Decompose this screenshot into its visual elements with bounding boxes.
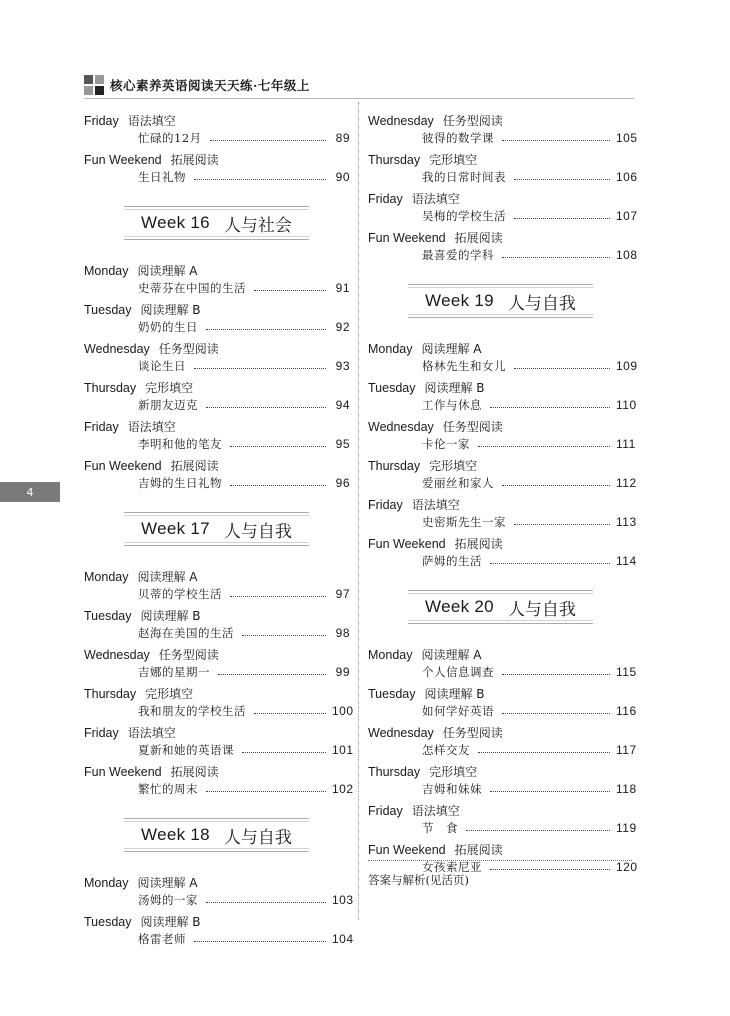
toc-entry[interactable]: [368, 818, 637, 837]
dot-leader: [490, 407, 610, 408]
day-heading: [368, 642, 634, 662]
week-theme: 人与社会: [223, 215, 292, 236]
dot-leader: [502, 140, 610, 141]
day-heading: [368, 720, 634, 740]
day-heading: [368, 147, 634, 167]
dot-leader: [194, 368, 326, 369]
exercise-type: 完形填空: [429, 459, 478, 473]
exercise-type: 拓展阅读: [170, 459, 219, 473]
entry-title: 史密斯先生一家: [422, 514, 506, 529]
entry-title: 个人信息调查: [422, 664, 494, 679]
exercise-type: 任务型阅读: [442, 420, 503, 434]
entry-page-number: 111: [616, 436, 636, 451]
entry-title: 夏新和她的英语课: [138, 742, 234, 757]
entry-page-number: 93: [335, 358, 350, 373]
day-name: Tuesday: [368, 381, 416, 395]
toc-entry[interactable]: [84, 890, 354, 909]
exercise-type: 完形填空: [145, 687, 194, 701]
exercise-type: 语法填空: [127, 420, 176, 434]
toc-entry[interactable]: [368, 662, 637, 681]
entry-page-number: 90: [335, 169, 350, 184]
toc-entry[interactable]: [84, 929, 354, 948]
exercise-type: 阅读理解 A: [137, 264, 198, 278]
day-name: Monday: [368, 648, 413, 662]
entry-page-number: 106: [616, 169, 638, 184]
entry-title: 奶奶的生日: [138, 319, 198, 334]
toc-entry[interactable]: [84, 167, 350, 186]
day-name: Fun Weekend: [84, 765, 162, 779]
entry-title: 繁忙的周末: [138, 781, 198, 796]
toc-entry[interactable]: [368, 779, 637, 798]
entry-page-number: 118: [616, 781, 637, 796]
entry-title: 史蒂芬在中国的生活: [138, 280, 246, 295]
column-divider: [358, 102, 359, 920]
toc-entry[interactable]: [368, 395, 637, 414]
entry-page-number: 95: [335, 436, 350, 451]
entry-title: 贝蒂的学校生活: [138, 586, 222, 601]
day-name: Thursday: [84, 687, 137, 701]
day-heading: [368, 681, 634, 701]
day-name: Fun Weekend: [84, 153, 162, 167]
day-name: Monday: [84, 876, 129, 890]
dot-leader: [218, 674, 326, 675]
exercise-type: 阅读理解 A: [421, 342, 482, 356]
entry-page-number: 117: [616, 742, 637, 757]
toc-entry[interactable]: [84, 356, 350, 375]
day-name: Friday: [84, 420, 119, 434]
toc-entry[interactable]: [84, 317, 350, 336]
dot-leader: [514, 368, 610, 369]
day-heading: [84, 603, 350, 623]
toc-entry[interactable]: [368, 245, 638, 264]
entry-title: 爱丽丝和家人: [422, 475, 494, 490]
day-name: Friday: [368, 498, 403, 512]
dot-leader: [478, 752, 610, 753]
day-name: Wednesday: [84, 342, 150, 356]
day-heading: [368, 336, 634, 356]
entry-title: 最喜爱的学科: [422, 247, 494, 262]
day-name: Thursday: [368, 153, 421, 167]
day-heading: [368, 531, 634, 551]
day-name: Tuesday: [84, 303, 132, 317]
entry-page-number: 91: [335, 280, 350, 295]
day-name: Wednesday: [368, 726, 434, 740]
exercise-type: 完形填空: [429, 765, 478, 779]
page-number: 4: [26, 485, 34, 499]
header-rule: [84, 98, 634, 99]
entry-title: 格雷老师: [138, 931, 186, 946]
week-heading-inner: [124, 209, 309, 237]
day-name: Friday: [84, 726, 119, 740]
toc-entry[interactable]: [84, 584, 350, 603]
week-theme: 人与自我: [507, 293, 576, 314]
day-heading: [368, 453, 634, 473]
entry-page-number: 112: [616, 475, 637, 490]
toc-entry[interactable]: [84, 779, 354, 798]
day-name: Tuesday: [368, 687, 416, 701]
day-name: Fun Weekend: [368, 843, 446, 857]
toc-entry[interactable]: [84, 434, 350, 453]
day-heading: [84, 336, 350, 356]
toc-entry[interactable]: [368, 701, 637, 720]
dot-leader: [230, 485, 326, 486]
toc-entry[interactable]: [84, 701, 354, 720]
day-heading: [84, 564, 350, 584]
exercise-type: 语法填空: [127, 726, 176, 740]
dot-leader: [206, 329, 326, 330]
day-heading: [84, 909, 350, 929]
week-heading: [368, 570, 634, 642]
entry-title: 卡伦一家: [422, 436, 470, 451]
dot-leader: [514, 179, 610, 180]
week-heading-inner: [408, 287, 593, 315]
book-title: 核心素养英语阅读天天练·七年级上: [110, 78, 310, 93]
exercise-type: 阅读理解 A: [137, 570, 198, 584]
entry-page-number: 94: [335, 397, 350, 412]
day-name: Tuesday: [84, 609, 132, 623]
entry-title: 女孩索尼亚: [422, 859, 482, 874]
week-heading: [368, 264, 634, 336]
day-heading: [84, 258, 350, 278]
day-heading: [368, 108, 634, 128]
entry-page-number: 109: [616, 358, 638, 373]
exercise-type: 拓展阅读: [170, 765, 219, 779]
toc-entry[interactable]: [368, 551, 637, 570]
dot-leader: [194, 179, 326, 180]
dot-leader: [206, 407, 326, 408]
answers-note-text: 答案与解析(见活页): [368, 873, 469, 887]
week-heading-box: [408, 590, 593, 624]
day-name: Wednesday: [84, 648, 150, 662]
exercise-type: 语法填空: [411, 192, 460, 206]
exercise-type: 阅读理解 B: [424, 687, 485, 701]
week-label: Week 17: [141, 519, 210, 538]
day-heading: [368, 225, 634, 245]
dot-leader: [478, 446, 610, 447]
entry-page-number: 108: [616, 247, 638, 262]
dot-leader: [490, 563, 610, 564]
week-heading-box: [408, 284, 593, 318]
exercise-type: 拓展阅读: [170, 153, 219, 167]
week-heading: [84, 186, 350, 258]
day-heading: [84, 414, 350, 434]
exercise-type: 完形填空: [145, 381, 194, 395]
entry-title: 生日礼物: [138, 169, 186, 184]
day-heading: [84, 681, 350, 701]
day-name: Monday: [368, 342, 413, 356]
day-heading: [368, 492, 634, 512]
page-number-tab: [0, 482, 60, 502]
toc-entry[interactable]: [368, 206, 638, 225]
entry-page-number: 99: [335, 664, 350, 679]
entry-page-number: 92: [335, 319, 350, 334]
exercise-type: 语法填空: [411, 804, 460, 818]
exercise-type: 阅读理解 B: [424, 381, 485, 395]
exercise-type: 拓展阅读: [454, 843, 503, 857]
toc-entry[interactable]: [368, 128, 638, 147]
day-name: Friday: [84, 114, 119, 128]
entry-title: 新朋友迈克: [138, 397, 198, 412]
week-heading-box: [124, 818, 309, 852]
dot-leader: [502, 674, 610, 675]
toc-entry[interactable]: [84, 128, 350, 147]
toc-entry[interactable]: [368, 740, 637, 759]
exercise-type: 任务型阅读: [158, 648, 219, 662]
dot-leader: [242, 635, 326, 636]
dot-leader: [230, 596, 326, 597]
entry-page-number: 104: [332, 931, 354, 946]
entry-title: 吴梅的学校生活: [422, 208, 506, 223]
dot-leader: [490, 791, 610, 792]
entry-page-number: 110: [616, 397, 637, 412]
entry-title: 工作与休息: [422, 397, 482, 412]
book-logo-icon: [84, 75, 104, 95]
week-heading-inner: [408, 593, 593, 621]
dot-leader: [514, 218, 610, 219]
day-name: Fun Weekend: [84, 459, 162, 473]
entry-title: 谈论生日: [138, 358, 186, 373]
entry-title: 吉姆和妹妹: [422, 781, 482, 796]
day-name: Thursday: [368, 765, 421, 779]
day-heading: [368, 837, 634, 857]
week-heading: [84, 798, 350, 870]
toc-entry[interactable]: [368, 434, 634, 453]
exercise-type: 拓展阅读: [454, 231, 503, 245]
entry-page-number: 102: [332, 781, 354, 796]
day-heading: [368, 798, 634, 818]
toc-entry[interactable]: [368, 512, 637, 531]
week-theme: 人与自我: [223, 521, 292, 542]
day-name: Wednesday: [368, 114, 434, 128]
entry-title: 我的日常时间表: [422, 169, 506, 184]
entry-page-number: 113: [616, 514, 637, 529]
entry-title: 汤姆的一家: [138, 892, 198, 907]
entry-page-number: 105: [616, 130, 638, 145]
day-heading: [84, 108, 350, 128]
entry-title: 吉姆的生日礼物: [138, 475, 222, 490]
week-theme: 人与自我: [223, 827, 292, 848]
entry-page-number: 120: [616, 859, 638, 874]
exercise-type: 完形填空: [429, 153, 478, 167]
exercise-type: 任务型阅读: [442, 726, 503, 740]
day-heading: [84, 297, 350, 317]
day-name: Fun Weekend: [368, 537, 446, 551]
toc-entry[interactable]: [84, 623, 350, 642]
day-heading: [84, 870, 350, 890]
entry-title: 忙碌的12月: [138, 130, 202, 145]
entry-page-number: 100: [332, 703, 354, 718]
day-name: Monday: [84, 264, 129, 278]
day-name: Friday: [368, 804, 403, 818]
toc-entry[interactable]: [368, 167, 638, 186]
day-name: Tuesday: [84, 915, 132, 929]
toc-entry[interactable]: [368, 473, 637, 492]
day-heading: [368, 186, 634, 206]
entry-page-number: 98: [335, 625, 350, 640]
dot-leader: [502, 713, 610, 714]
exercise-type: 阅读理解 B: [140, 915, 201, 929]
day-name: Thursday: [368, 459, 421, 473]
exercise-type: 阅读理解 A: [421, 648, 482, 662]
entry-title: 怎样交友: [422, 742, 470, 757]
day-heading: [84, 720, 350, 740]
entry-title: 赵海在美国的生活: [138, 625, 234, 640]
entry-page-number: 101: [332, 742, 354, 757]
toc-entry[interactable]: [84, 473, 350, 492]
week-heading-inner: [124, 515, 309, 543]
entry-title: 吉娜的星期一: [138, 664, 210, 679]
dot-leader: [514, 524, 610, 525]
exercise-type: 阅读理解 B: [140, 609, 201, 623]
answers-note: [368, 859, 638, 888]
toc-entry[interactable]: [84, 740, 354, 759]
dot-leader: [206, 902, 326, 903]
entry-title: 节 食: [422, 820, 458, 835]
dot-leader: [230, 446, 326, 447]
week-label: Week 16: [141, 213, 210, 232]
day-name: Thursday: [84, 381, 137, 395]
entry-page-number: 114: [616, 553, 637, 568]
week-label: Week 19: [425, 291, 494, 310]
day-heading: [368, 759, 634, 779]
exercise-type: 阅读理解 B: [140, 303, 201, 317]
answers-rule: [368, 860, 632, 861]
entry-page-number: 119: [616, 820, 637, 835]
entry-page-number: 116: [616, 703, 637, 718]
week-heading-box: [124, 512, 309, 546]
dot-leader: [210, 140, 326, 141]
toc-left-column: [84, 108, 354, 948]
entry-title: 萨姆的生活: [422, 553, 482, 568]
exercise-type: 语法填空: [127, 114, 176, 128]
exercise-type: 任务型阅读: [158, 342, 219, 356]
day-heading: [368, 414, 634, 434]
toc-right-column: [368, 108, 638, 876]
week-heading: [84, 492, 350, 564]
entry-title: 彼得的数学课: [422, 130, 494, 145]
dot-leader: [194, 941, 326, 942]
week-heading-box: [124, 206, 309, 240]
toc-entry[interactable]: [84, 662, 350, 681]
entry-title: 我和朋友的学校生活: [138, 703, 246, 718]
exercise-type: 语法填空: [411, 498, 460, 512]
entry-page-number: 107: [616, 208, 638, 223]
week-theme: 人与自我: [507, 599, 576, 620]
day-heading: [84, 147, 350, 167]
dot-leader: [254, 290, 326, 291]
day-name: Wednesday: [368, 420, 434, 434]
toc-entry[interactable]: [368, 356, 638, 375]
dot-leader: [206, 791, 326, 792]
entry-page-number: 115: [616, 664, 637, 679]
dot-leader: [502, 257, 610, 258]
day-heading: [84, 453, 350, 473]
day-name: Fun Weekend: [368, 231, 446, 245]
toc-entry[interactable]: [84, 278, 350, 297]
dot-leader: [466, 830, 610, 831]
day-heading: [84, 375, 350, 395]
dot-leader: [254, 713, 326, 714]
day-name: Monday: [84, 570, 129, 584]
entry-page-number: 103: [332, 892, 354, 907]
day-heading: [368, 375, 634, 395]
entry-title: 格林先生和女儿: [422, 358, 506, 373]
dot-leader: [502, 485, 610, 486]
week-label: Week 20: [425, 597, 494, 616]
entry-page-number: 89: [335, 130, 350, 145]
exercise-type: 任务型阅读: [442, 114, 503, 128]
exercise-type: 阅读理解 A: [137, 876, 198, 890]
entry-title: 如何学好英语: [422, 703, 494, 718]
entry-page-number: 97: [335, 586, 350, 601]
week-label: Week 18: [141, 825, 210, 844]
entry-title: 李明和他的笔友: [138, 436, 222, 451]
day-heading: [84, 759, 350, 779]
book-header: [84, 75, 310, 95]
day-heading: [84, 642, 350, 662]
entry-page-number: 96: [335, 475, 350, 490]
exercise-type: 拓展阅读: [454, 537, 503, 551]
week-heading-inner: [124, 821, 309, 849]
day-name: Friday: [368, 192, 403, 206]
toc-entry[interactable]: [84, 395, 350, 414]
dot-leader: [242, 752, 326, 753]
